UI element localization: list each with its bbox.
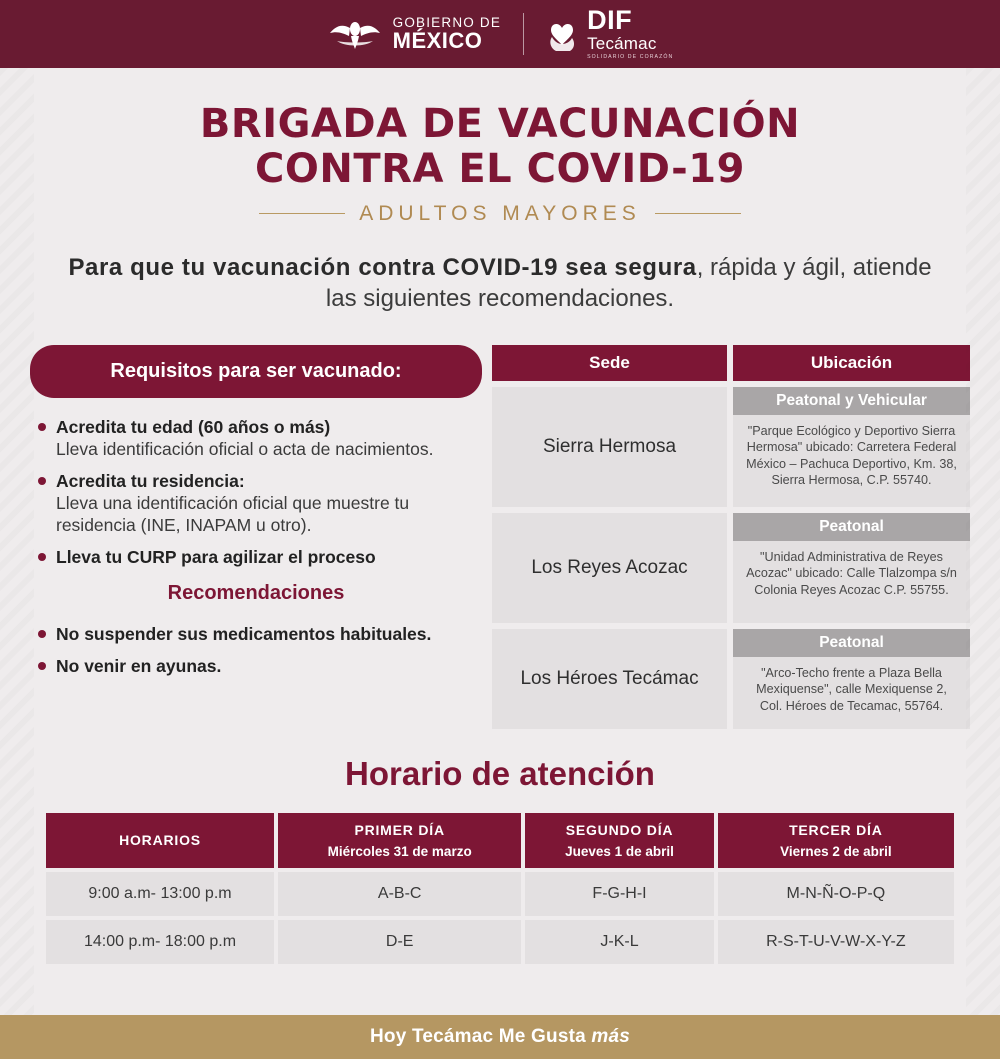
sede-ubicacion-cell	[733, 629, 970, 729]
table-row	[492, 629, 970, 729]
recomendacion-1: No suspender sus medicamentos habituales.	[56, 624, 432, 645]
schedule-header-row	[46, 813, 954, 868]
recomendacion-2: No venir en ayunas.	[56, 656, 222, 677]
footer-slogan-part2: más	[591, 1026, 630, 1047]
requisito-2-text: Lleva una identificación oficial que muestre tu residencia (INE, INAPAM u otro).	[56, 493, 410, 536]
table-row	[46, 872, 954, 916]
schedule-cell: A-B-C	[278, 872, 521, 916]
list-item	[38, 546, 482, 568]
intro-paragraph	[60, 252, 940, 315]
requisitos-header: Requisitos para ser vacunado:	[30, 345, 482, 398]
requisito-1-strong: Acredita tu edad (60 años o más)	[56, 416, 331, 437]
schedule-col-horarios	[46, 813, 274, 868]
header-bar	[0, 0, 1000, 68]
rule-left	[259, 213, 345, 214]
poster-title-block	[0, 102, 1000, 226]
list-item	[38, 416, 482, 460]
requisito-2-strong: Acredita tu residencia:	[56, 471, 245, 492]
subtitle-row	[0, 202, 1000, 226]
recomendaciones-list	[30, 623, 482, 677]
requisitos-column	[30, 345, 482, 729]
dif-line3: SOLIDARIO DE CORAZÓN	[587, 54, 674, 61]
status-badge: Peatonal	[733, 629, 970, 657]
requisito-3-strong: Lleva tu CURP para agilizar el proceso	[56, 547, 376, 568]
schedule-col-dia-2	[525, 813, 713, 868]
schedule-col-horarios-label: HORARIOS	[119, 832, 201, 849]
footer-bar	[0, 1015, 1000, 1059]
poster-subtitle: ADULTOS MAYORES	[359, 201, 641, 225]
sede-direccion: "Unidad Administrativa de Reyes Acozac" ubicado: Calle Tlalzompa s/n Colonia Reyes Acozac C.P. 55755.	[746, 549, 957, 597]
dif-line2: Tecámac	[587, 34, 657, 54]
sede-name: Los Reyes Acozac	[492, 513, 727, 623]
schedule-cell: 9:00 a.m- 13:00 p.m	[46, 872, 274, 916]
status-badge: Peatonal y Vehicular	[733, 387, 970, 415]
gobierno-de-mexico-logo	[327, 16, 523, 52]
middle-section	[30, 345, 970, 729]
eagle-icon	[327, 17, 383, 51]
schedule-cell: M-N-Ñ-O-P-Q	[718, 872, 954, 916]
dif-wordmark	[587, 7, 673, 60]
dia-3-label: TERCER DÍA	[789, 821, 883, 838]
sede-ubicacion-cell	[733, 513, 970, 623]
list-item	[38, 623, 482, 645]
table-row	[492, 387, 970, 507]
requisitos-list	[30, 416, 482, 568]
title-line-2: CONTRA EL COVID-19	[255, 145, 745, 192]
list-item	[38, 470, 482, 536]
status-badge: Peatonal	[733, 513, 970, 541]
schedule-cell: D-E	[278, 920, 521, 964]
recomendaciones-title: Recomendaciones	[167, 582, 345, 605]
schedule-col-dia-3	[718, 813, 954, 868]
gobierno-wordmark	[393, 16, 501, 52]
sedes-col-ubicacion: Ubicación	[733, 345, 970, 381]
schedule-cell: 14:00 p.m- 18:00 p.m	[46, 920, 274, 964]
schedule-cell: F-G-H-I	[525, 872, 713, 916]
footer-slogan-part1: Hoy Tecámac Me Gusta	[369, 1026, 592, 1047]
sedes-col-sede: Sede	[492, 345, 727, 381]
sede-direccion: "Arco-Techo frente a Plaza Bella Mexiquense", calle Mexiquense 2, Col. Héroes de Tecamac, 55764.	[756, 665, 947, 713]
sede-name: Los Héroes Tecámac	[492, 629, 727, 729]
footer-slogan	[370, 1026, 630, 1048]
table-row	[46, 920, 954, 964]
gobierno-line1: GOBIERNO DE	[392, 15, 502, 31]
rule-right	[655, 213, 741, 214]
hand-heart-icon	[546, 15, 578, 53]
schedule-cell: R-S-T-U-V-W-X-Y-Z	[718, 920, 954, 964]
title-line-1: BRIGADA DE VACUNACIÓN	[199, 101, 801, 147]
sede-direccion: "Parque Ecológico y Deportivo Sierra Hermosa" ubicado: Carretera Federal México – Pachuca Deportivo, Km. 38, Sierra Hermosa, C.P. 55740.	[746, 423, 957, 488]
dia-1-label: PRIMER DÍA	[354, 821, 445, 838]
dia-3-date: Viernes 2 de abril	[780, 843, 892, 859]
horario-title: Horario de atención	[345, 754, 655, 792]
dif-tecamac-logo	[524, 7, 673, 60]
dia-2-date: Jueves 1 de abril	[565, 843, 674, 859]
table-row	[492, 513, 970, 623]
schedule-cell: J-K-L	[525, 920, 713, 964]
sedes-column	[492, 345, 970, 729]
gobierno-line2: MÉXICO	[392, 27, 483, 53]
dia-1-date: Miércoles 31 de marzo	[327, 843, 472, 859]
schedule-table	[42, 809, 958, 968]
dia-2-label: SEGUNDO DÍA	[565, 821, 674, 838]
dif-line1: DIF	[587, 5, 633, 36]
sedes-table-header	[492, 345, 970, 381]
intro-rest: , rápida y ágil, atiende las siguientes recomendaciones.	[325, 253, 932, 313]
list-item	[38, 655, 482, 677]
schedule-col-dia-1	[278, 813, 521, 868]
sede-name: Sierra Hermosa	[492, 387, 727, 507]
sede-ubicacion-cell	[733, 387, 970, 507]
intro-bold: Para que tu vacunación contra COVID-19 sea segura	[68, 253, 697, 281]
requisito-1-text: Lleva identificación oficial o acta de nacimientos.	[56, 438, 434, 459]
